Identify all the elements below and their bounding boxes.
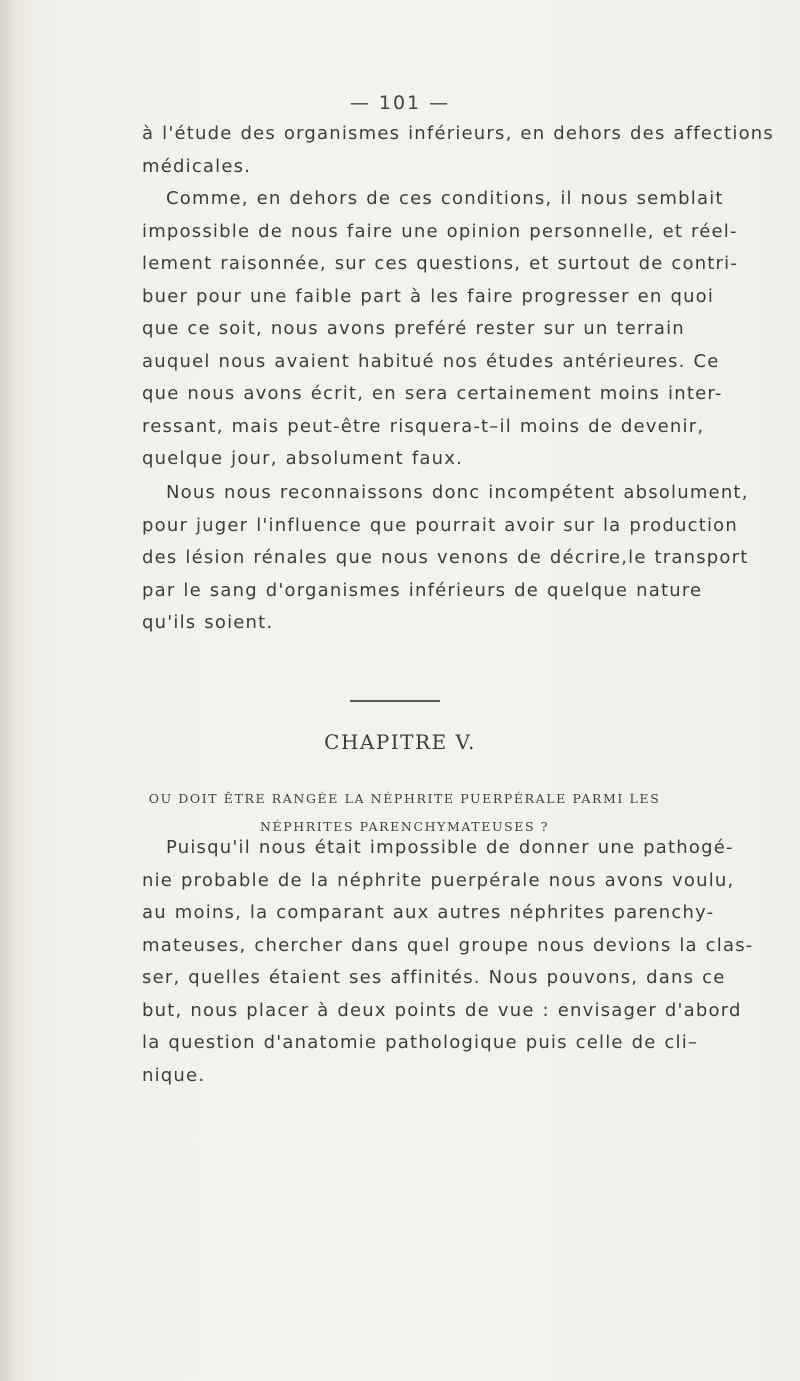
subtitle-line: OU DOIT ÊTRE RANGÉE LA NÉPHRITE PUERPÉRALE PARMI LES <box>148 791 661 806</box>
text-line: buer pour une faible part à les faire progresser en quoi <box>142 285 715 307</box>
text-line: lement raisonnée, sur ces questions, et surtout de contri- <box>142 253 739 274</box>
text-line: Nous nous reconnaissons donc incompétent absolument, <box>166 482 749 503</box>
text-line: auquel nous avaient habitué nos études antérieures. Ce <box>142 350 720 372</box>
paragraph-4 <box>142 832 754 1092</box>
text-line: des lésion rénales que nous venons de décrire,le transport <box>142 547 749 568</box>
text-line: nie probable de la néphrite puerpérale nous avons voulu, <box>142 869 735 891</box>
text-line: but, nous placer à deux points de vue : envisager d'abord <box>142 999 742 1021</box>
section-divider <box>350 700 440 702</box>
text-line: que ce soit, nous avons preféré rester sur un terrain <box>142 318 685 339</box>
text-line: médicales. <box>142 155 252 177</box>
text-line: nique. <box>142 1064 206 1086</box>
gutter-shadow <box>0 0 18 1381</box>
paragraph-1 <box>142 118 774 183</box>
subtitle-line: NÉPHRITES PARENCHYMATEUSES ? <box>259 819 550 834</box>
text-line: qu'ils soient. <box>142 612 274 633</box>
text-line: ser, quelles étaient ses affinités. Nous pouvons, dans ce <box>142 967 726 988</box>
text-line: mateuses, chercher dans quel groupe nous devions la clas- <box>142 934 754 956</box>
text-line: à l'étude des organismes inférieurs, en dehors des affections <box>142 123 774 144</box>
text-line: par le sang d'organismes inférieurs de quelque nature <box>142 579 703 601</box>
chapter-title: CHAPITRE V. <box>324 730 476 754</box>
page-number: — 101 — <box>349 92 451 114</box>
text-line: au moins, la comparant aux autres néphrites parenchy- <box>142 902 715 923</box>
paragraph-3 <box>142 477 749 640</box>
paragraph-2 <box>142 183 739 476</box>
text-line: impossible de nous faire une opinion personnelle, et réel- <box>142 220 738 242</box>
text-line: que nous avons écrit, en sera certainement moins inter- <box>142 383 723 404</box>
text-line: Comme, en dehors de ces conditions, il nous semblait <box>166 188 724 209</box>
text-line: la question d'anatomie pathologique puis celle de cli– <box>142 1032 699 1053</box>
text-line: Puisqu'il nous était impossible de donner une pathogé- <box>166 837 734 858</box>
text-line: pour juger l'influence que pourrait avoir sur la production <box>142 514 738 536</box>
text-line: ressant, mais peut-être risquera-t–il moins de devenir, <box>142 415 705 437</box>
text-line: quelque jour, absolument faux. <box>142 448 464 469</box>
